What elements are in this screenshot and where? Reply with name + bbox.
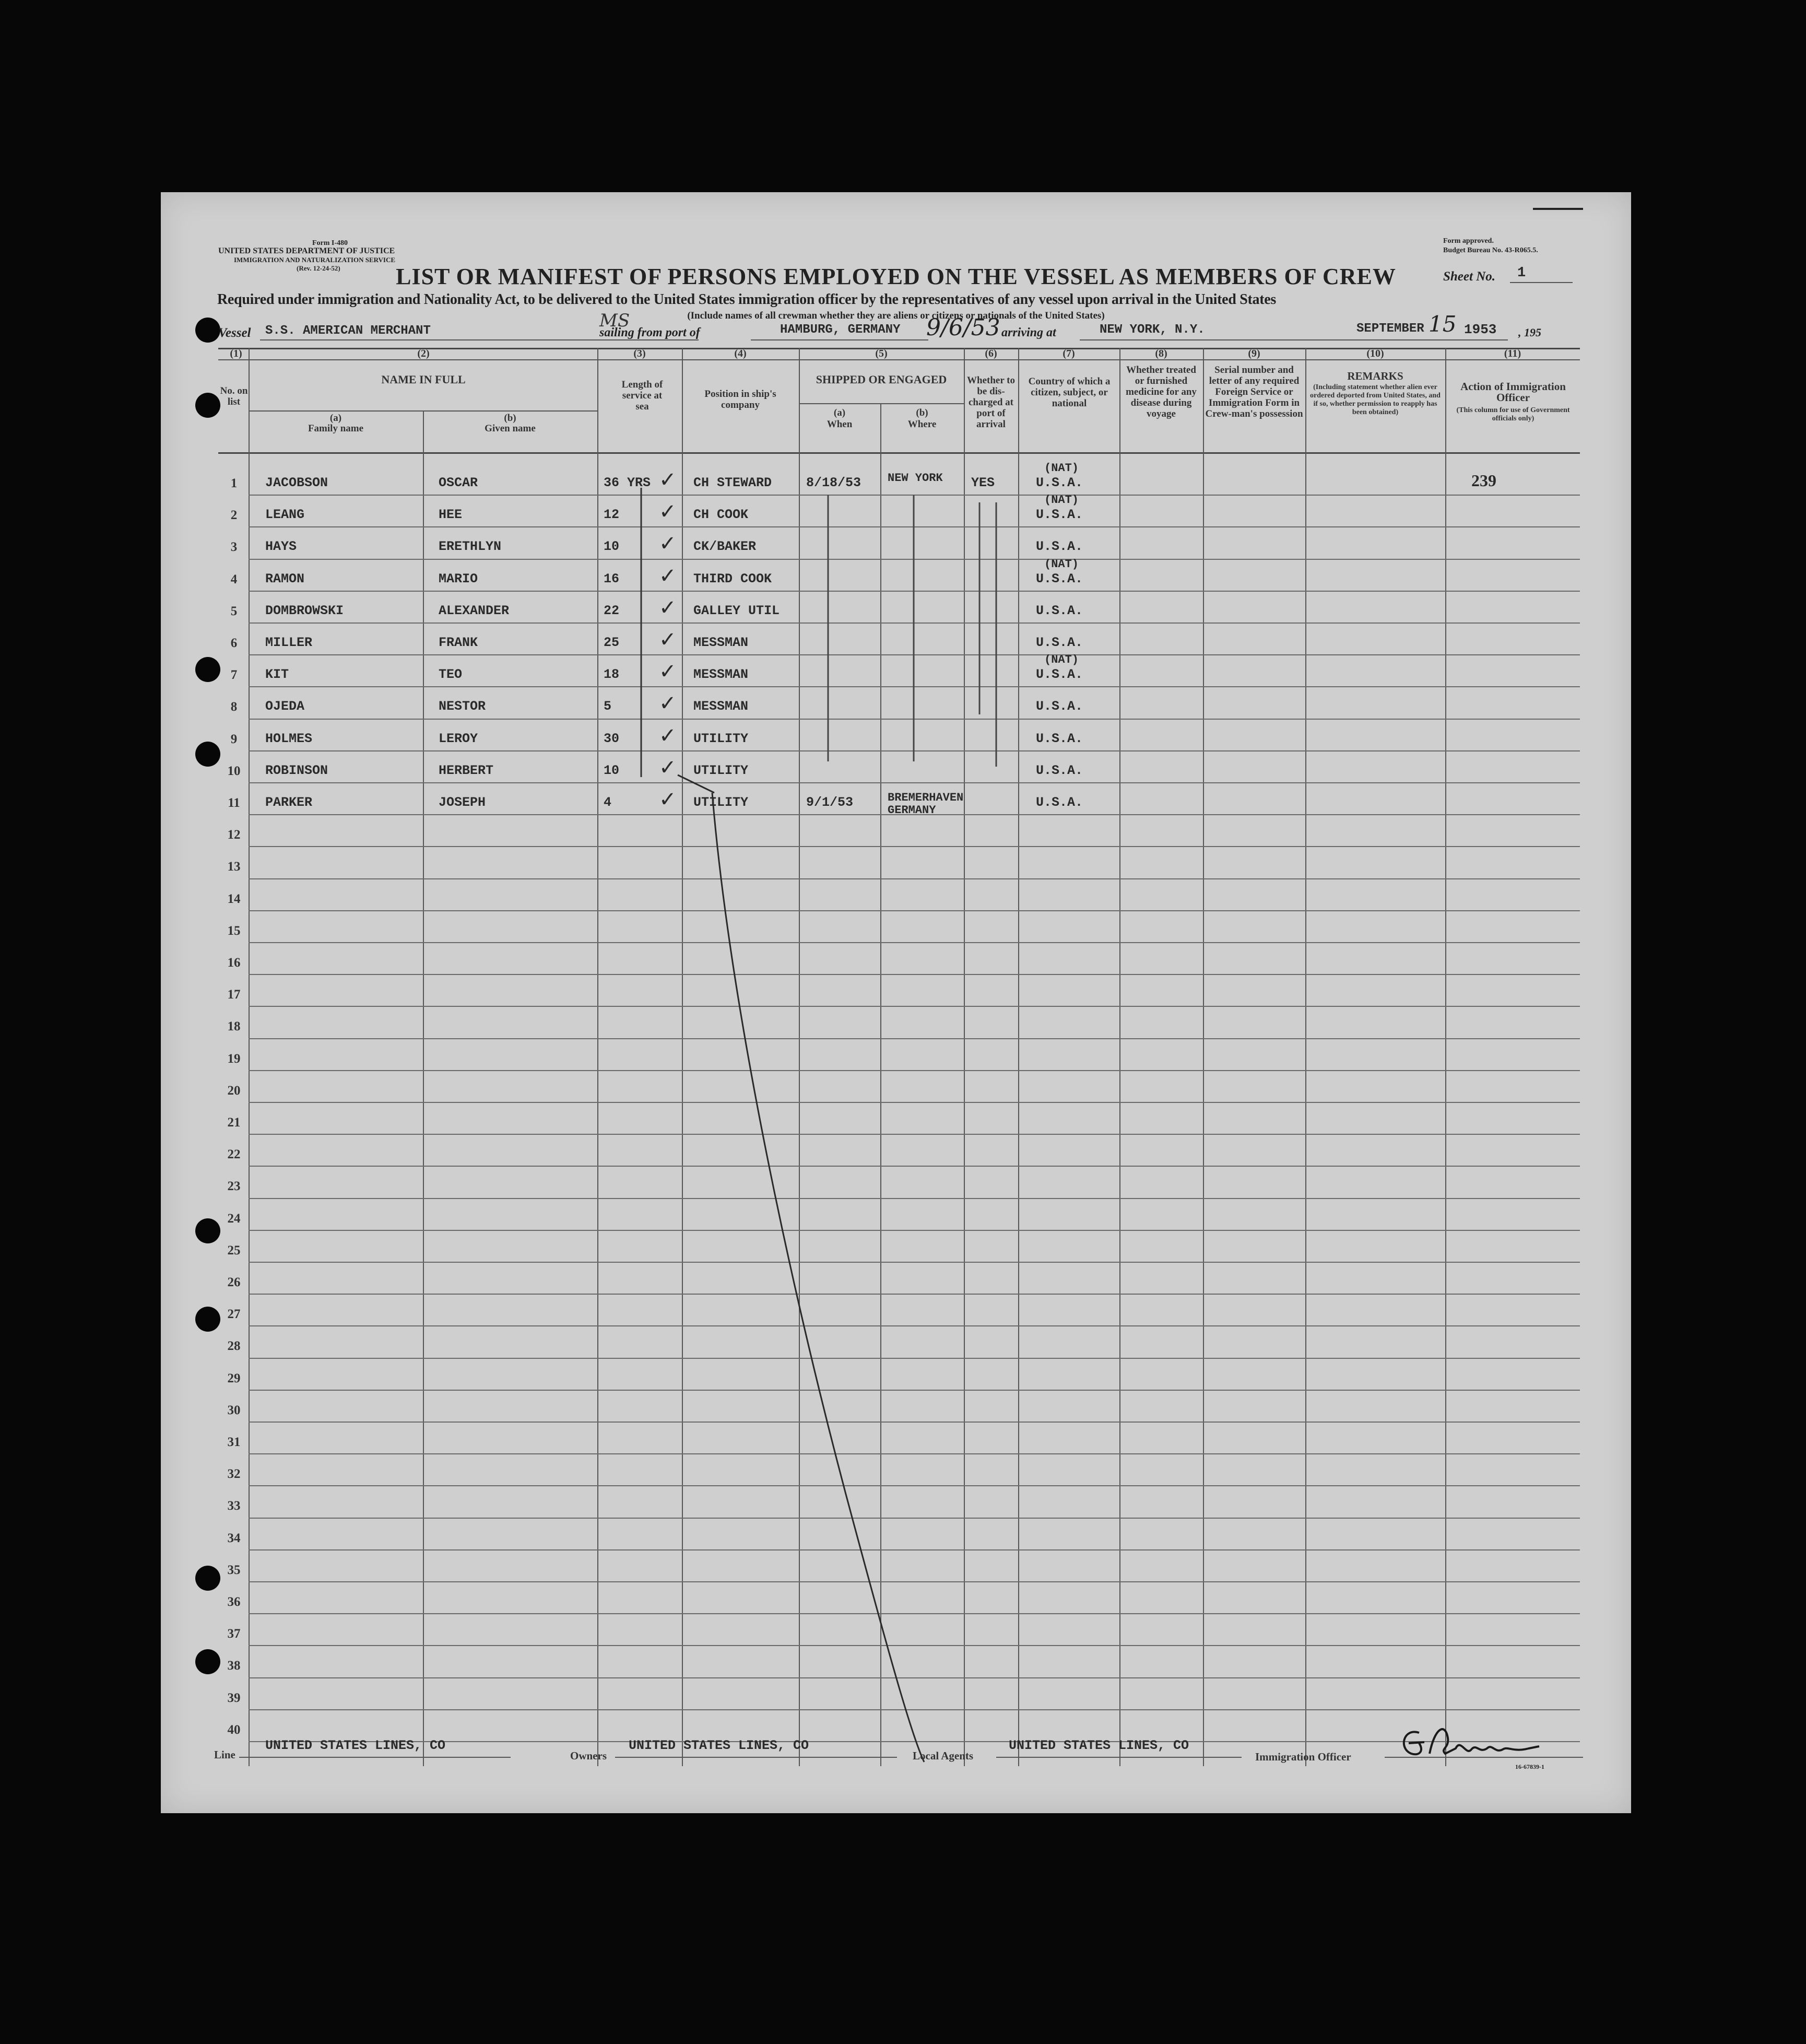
arrival-year: 1953 xyxy=(1464,322,1497,337)
footer-owners-value: UNITED STATES LINES, CO xyxy=(629,1738,809,1753)
position-cell: GALLEY UTIL xyxy=(693,603,780,618)
row-number: 15 xyxy=(227,923,241,938)
family-name-cell: MILLER xyxy=(265,635,313,650)
row-number: 30 xyxy=(227,1403,241,1417)
position-cell: UTILITY xyxy=(693,731,749,746)
length-cell: 10 xyxy=(604,539,620,555)
col-number: (2) xyxy=(417,348,430,359)
row-number: 27 xyxy=(227,1307,241,1322)
length-cell: 25 xyxy=(604,635,620,650)
footer-owners-label: Owners xyxy=(570,1749,607,1762)
row-number: 1 xyxy=(230,476,238,490)
col-number: (8) xyxy=(1155,348,1167,359)
col-number: (6) xyxy=(985,348,997,359)
footer-rule xyxy=(239,1757,511,1758)
col-number: (7) xyxy=(1063,348,1075,359)
header-medicine: Whether treated or furnished medicine for any disease during voyage xyxy=(1126,365,1197,419)
row-number: 40 xyxy=(227,1722,241,1737)
check-mark-icon: ✓ xyxy=(659,595,677,620)
given-name-cell: NESTOR xyxy=(439,699,486,714)
country-cell: U.S.A. xyxy=(1036,762,1083,778)
check-mark-icon: ✓ xyxy=(659,468,677,492)
position-cell: UTILITY xyxy=(693,795,749,810)
country-cell: U.S.A. xyxy=(1036,731,1083,746)
given-name-cell: JOSEPH xyxy=(439,795,486,810)
col-number: (1) xyxy=(230,348,242,359)
row-number: 36 xyxy=(227,1595,241,1609)
position-cell: CK/BAKER xyxy=(693,539,757,555)
header-given-name: Given name xyxy=(485,423,536,434)
footer-agents-value: UNITED STATES LINES, CO xyxy=(1009,1738,1189,1753)
length-cell: 18 xyxy=(604,667,620,683)
nationality-note: (NAT) xyxy=(1044,494,1079,507)
family-name-cell: ROBINSON xyxy=(265,762,328,778)
footer-line-label: Line xyxy=(214,1748,235,1761)
row-number: 12 xyxy=(227,828,241,842)
position-cell: CH STEWARD xyxy=(693,475,772,490)
row-number: 24 xyxy=(227,1211,241,1226)
row-number: 38 xyxy=(227,1659,241,1673)
header-no-on-list: No. on list xyxy=(220,385,248,407)
when-cell: 9/1/53 xyxy=(806,795,854,810)
row-number: 13 xyxy=(227,860,241,874)
row-number: 6 xyxy=(230,636,238,650)
footer-rule xyxy=(996,1757,1242,1758)
row-number: 28 xyxy=(227,1339,241,1354)
close-out-line xyxy=(678,775,714,793)
arriving-label: arriving at xyxy=(1001,326,1056,339)
family-name-cell: PARKER xyxy=(265,795,313,810)
signature-stroke xyxy=(1404,1729,1539,1754)
form-title: LIST OR MANIFEST OF PERSONS EMPLOYED ON THE VESSEL AS MEMBERS OF CREW xyxy=(396,264,1396,289)
family-name-cell: KIT xyxy=(265,667,289,683)
nationality-note: (NAT) xyxy=(1044,653,1079,667)
row-number: 20 xyxy=(227,1083,241,1098)
family-name-cell: LEANG xyxy=(265,507,305,523)
row-number: 34 xyxy=(227,1531,241,1545)
header-name-in-full: NAME IN FULL xyxy=(381,373,466,386)
row-number: 4 xyxy=(230,572,238,586)
country-cell: U.S.A. xyxy=(1036,475,1083,490)
position-cell: THIRD COOK xyxy=(693,571,772,586)
row-number: 37 xyxy=(227,1627,241,1641)
print-code: 16-67839-1 xyxy=(1515,1763,1544,1770)
footer-officer-label: Immigration Officer xyxy=(1255,1751,1351,1763)
position-cell: CH COOK xyxy=(693,507,749,523)
length-cell: 30 xyxy=(604,731,620,746)
sheet-number: 1 xyxy=(1517,265,1526,281)
family-name-cell: HOLMES xyxy=(265,731,313,746)
footer-agents-label: Local Agents xyxy=(913,1749,974,1762)
when-cell: 8/18/53 xyxy=(806,475,861,490)
row-number: 39 xyxy=(227,1690,241,1705)
header-serial-number: Serial number and letter of any required Foreign Service or Immigration Form in Crew-man's possession xyxy=(1205,365,1303,419)
header-length-of-service: Length of service at sea xyxy=(621,379,663,412)
length-cell: 4 xyxy=(604,795,612,810)
row-number: 9 xyxy=(230,732,238,746)
remarks-note: (Including statement whether alien ever ordered deported from United States, and if so, whether permission to reapply has been obtained) xyxy=(1310,383,1441,416)
vessel-name: S.S. AMERICAN MERCHANT xyxy=(265,324,431,338)
given-name-sub: (b) xyxy=(504,413,516,424)
form-approved: Form approved. xyxy=(1443,237,1494,245)
discharged-cell: YES xyxy=(971,475,995,490)
row-number: 19 xyxy=(227,1051,241,1066)
given-name-cell: LEROY xyxy=(439,731,478,746)
col-number: (11) xyxy=(1504,348,1521,359)
row-number: 25 xyxy=(227,1243,241,1258)
position-cell: MESSMAN xyxy=(693,667,749,683)
action-cell: 239 xyxy=(1471,471,1496,490)
col-number: (9) xyxy=(1248,348,1260,359)
check-mark-icon: ✓ xyxy=(659,500,677,524)
row-number: 11 xyxy=(228,796,240,810)
handwritten-arrival-day: 15 xyxy=(1429,311,1457,337)
given-name-cell: ERETHLYN xyxy=(439,539,502,555)
country-cell: U.S.A. xyxy=(1036,507,1083,523)
officer-signature xyxy=(1388,1707,1544,1764)
given-name-cell: TEO xyxy=(439,667,463,683)
close-out-line xyxy=(712,793,924,1762)
header-discharged: Whether to be dis-charged at port of arrival xyxy=(967,375,1015,430)
row-number: 18 xyxy=(227,1019,241,1034)
row-number: 17 xyxy=(227,988,241,1002)
handwritten-initials: MS xyxy=(599,310,630,331)
country-cell: U.S.A. xyxy=(1036,795,1083,810)
family-name-cell: HAYS xyxy=(265,539,297,555)
service-line: IMMIGRATION AND NATURALIZATION SERVICE xyxy=(234,256,396,264)
row-number: 21 xyxy=(227,1115,241,1130)
row-number: 14 xyxy=(227,891,241,906)
col-number: (4) xyxy=(734,348,747,359)
sailing-label: sailing from port of xyxy=(599,326,700,339)
vessel-label: Vessel xyxy=(218,326,251,340)
budget-bureau-no: Budget Bureau No. 43-R065.5. xyxy=(1443,246,1538,254)
row-number: 29 xyxy=(227,1371,241,1385)
row-number: 2 xyxy=(230,508,238,523)
form-subtitle: Required under immigration and Nationality Act, to be delivered to the United States immigration officer by the representatives of any vessel upon arrival in the United States xyxy=(217,291,1276,308)
length-cell: 10 xyxy=(604,762,620,778)
row-number: 32 xyxy=(227,1467,241,1482)
length-cell: 22 xyxy=(604,603,620,618)
row-number: 8 xyxy=(230,700,238,714)
row-number: 7 xyxy=(230,668,238,683)
arrival-month: SEPTEMBER xyxy=(1356,322,1424,336)
year-suffix: , 195 xyxy=(1518,326,1541,339)
length-cell: 16 xyxy=(604,571,620,586)
length-cell: 12 xyxy=(604,507,620,523)
position-cell: MESSMAN xyxy=(693,699,749,714)
handwritten-sailing-date: 9/6/53 xyxy=(926,314,1000,341)
col-number: (3) xyxy=(633,348,646,359)
footer-rule xyxy=(615,1757,897,1758)
row-number: 16 xyxy=(227,956,241,970)
form-note: (Include names of all crewman whether they are aliens or citizens or nationals of the United States) xyxy=(687,310,1105,321)
check-mark-icon: ✓ xyxy=(659,628,677,652)
family-name-cell: JACOBSON xyxy=(265,475,328,490)
check-mark-icon: ✓ xyxy=(659,532,677,556)
header-country: Country of which a citizen, subject, or national xyxy=(1028,376,1111,409)
row-number: 31 xyxy=(227,1435,241,1449)
check-mark-icon: ✓ xyxy=(659,755,677,780)
header-shipped-or-engaged: SHIPPED OR ENGAGED xyxy=(816,373,947,386)
header-where: Where xyxy=(907,419,937,430)
family-name-sub: (a) xyxy=(329,413,342,424)
sailing-port: HAMBURG, GERMANY xyxy=(780,323,901,337)
given-name-cell: ALEXANDER xyxy=(439,603,510,618)
length-cell: 5 xyxy=(604,699,612,714)
row-number: 35 xyxy=(227,1563,241,1577)
check-mark-icon: ✓ xyxy=(659,723,677,748)
row-number: 5 xyxy=(230,604,238,618)
action-note: (This column for use of Government officials only) xyxy=(1456,406,1570,422)
where-cell: BREMERHAVEN GERMANY xyxy=(888,791,964,817)
header-action: Action of Immigration Officer xyxy=(1460,380,1566,404)
length-cell: 36 YRS xyxy=(604,475,651,490)
row-number: 26 xyxy=(227,1275,241,1289)
country-cell: U.S.A. xyxy=(1036,667,1083,683)
given-name-cell: MARIO xyxy=(439,571,478,586)
position-cell: UTILITY xyxy=(693,762,749,778)
country-cell: U.S.A. xyxy=(1036,699,1083,714)
header-remarks: REMARKS xyxy=(1347,370,1403,382)
col-number: (5) xyxy=(875,348,888,359)
check-mark-icon: ✓ xyxy=(659,660,677,684)
row-number: 23 xyxy=(227,1179,241,1194)
country-cell: U.S.A. xyxy=(1036,571,1083,586)
department-line: UNITED STATES DEPARTMENT OF JUSTICE xyxy=(218,246,395,255)
sheet-label: Sheet No. xyxy=(1443,269,1495,284)
where-sub: (b) xyxy=(916,407,928,418)
footer-line-value: UNITED STATES LINES, CO xyxy=(265,1738,446,1753)
country-cell: U.S.A. xyxy=(1036,603,1083,618)
header-family-name: Family name xyxy=(308,423,364,434)
check-mark-icon: ✓ xyxy=(659,691,677,716)
family-name-cell: OJEDA xyxy=(265,699,305,714)
col-number: (10) xyxy=(1366,348,1384,359)
nationality-note: (NAT) xyxy=(1044,557,1079,571)
country-cell: U.S.A. xyxy=(1036,635,1083,650)
row-number: 33 xyxy=(227,1499,241,1513)
check-mark-icon: ✓ xyxy=(659,788,677,812)
when-sub: (a) xyxy=(833,407,846,418)
arrival-port: NEW YORK, N.Y. xyxy=(1100,323,1205,337)
row-number: 22 xyxy=(227,1147,241,1162)
check-mark-icon: ✓ xyxy=(659,563,677,588)
row-number: 10 xyxy=(227,763,241,778)
country-cell: U.S.A. xyxy=(1036,539,1083,555)
manifest-sheet xyxy=(161,192,1631,1813)
given-name-cell: HERBERT xyxy=(439,762,494,778)
family-name-cell: DOMBROWSKI xyxy=(265,603,344,618)
header-position: Position in ship's company xyxy=(704,389,776,410)
row-number: 3 xyxy=(230,540,238,555)
nationality-note: (NAT) xyxy=(1044,462,1079,475)
revision-date: (Rev. 12-24-52) xyxy=(297,264,340,272)
given-name-cell: FRANK xyxy=(439,635,478,650)
given-name-cell: OSCAR xyxy=(439,475,478,490)
form-number: Form I-480 xyxy=(312,239,348,247)
position-cell: MESSMAN xyxy=(693,635,749,650)
where-cell: NEW YORK xyxy=(888,472,943,485)
pencil-annotations xyxy=(161,192,1631,1813)
family-name-cell: RAMON xyxy=(265,571,305,586)
given-name-cell: HEE xyxy=(439,507,463,523)
header-when: When xyxy=(827,419,853,430)
